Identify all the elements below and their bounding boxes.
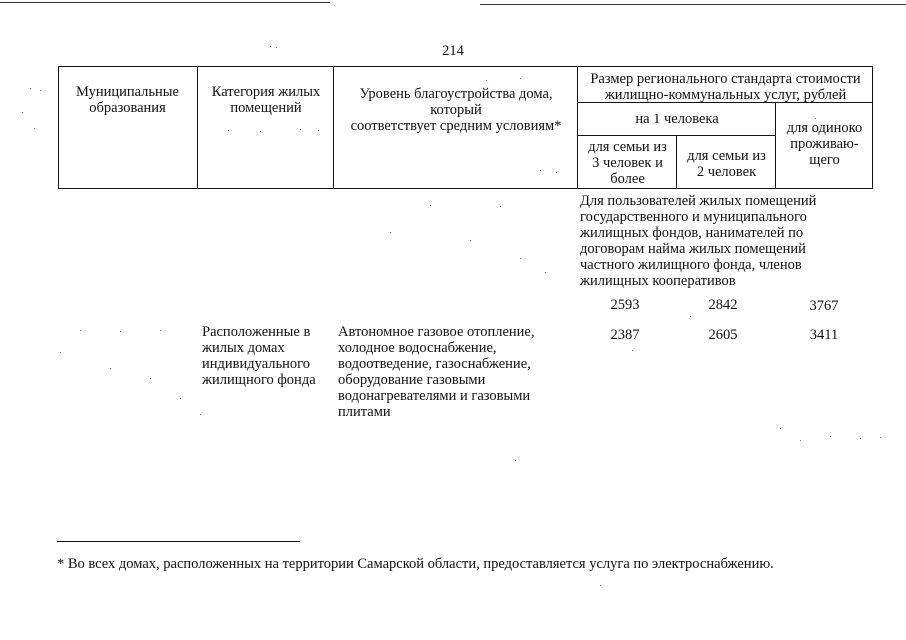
scan-edge-line <box>480 4 906 5</box>
summary-value-family-2: 2842 <box>708 297 738 313</box>
row-level: Автономное газовое отопление, холодное водоснабжение, водоотведение, газоснабжение, оборудование газовыми водонагревателями и газовыми плитами <box>338 324 535 420</box>
column-border <box>577 66 578 189</box>
header-level: Уровень благоустройства дома, который соответствует средним условиям* <box>350 86 562 134</box>
footnote: * Во всех домах, расположенных на территории Самарской области, предоставляется услуга по электроснабжению. <box>57 556 774 572</box>
column-border <box>58 66 59 189</box>
header-family-2: для семьи из 2 человек <box>687 148 766 180</box>
header-family-3: для семьи из 3 человек и более <box>588 139 667 187</box>
row-value-family-2: 2605 <box>708 327 738 343</box>
page-number: 214 <box>442 43 464 59</box>
row-category: Расположенные в жилых домах индивидуального жилищного фонда <box>202 324 316 388</box>
header-per-person: на 1 человека <box>635 111 719 127</box>
summary-value-family-3: 2593 <box>610 297 640 313</box>
column-border <box>676 135 677 189</box>
footnote-separator <box>57 541 300 542</box>
column-border <box>197 66 198 189</box>
header-size-group: Размер регионального стандарта стоимости жилищно-коммунальных услуг, рублей <box>590 71 861 103</box>
section-note: Для пользователей жилых помещений государственного и муниципального жилищных фондов, нанимателей по договорам найма жилых помещений частного жилищного фонда, членов жилищных кооперативов <box>580 193 817 289</box>
table-bottom-border <box>58 188 873 189</box>
summary-value-single: 3767 <box>809 298 839 314</box>
table-top-border <box>58 66 873 67</box>
column-border <box>775 102 776 189</box>
row-value-single: 3411 <box>809 327 839 343</box>
row-value-family-3: 2387 <box>610 327 640 343</box>
column-border <box>333 66 334 189</box>
column-border <box>872 66 873 189</box>
header-category: Категория жилых помещений <box>211 84 321 116</box>
scan-edge-line <box>0 2 330 3</box>
header-single: для одиноко проживаю- щего <box>786 120 863 168</box>
header-municipalities: Муниципальные образования <box>76 84 179 116</box>
